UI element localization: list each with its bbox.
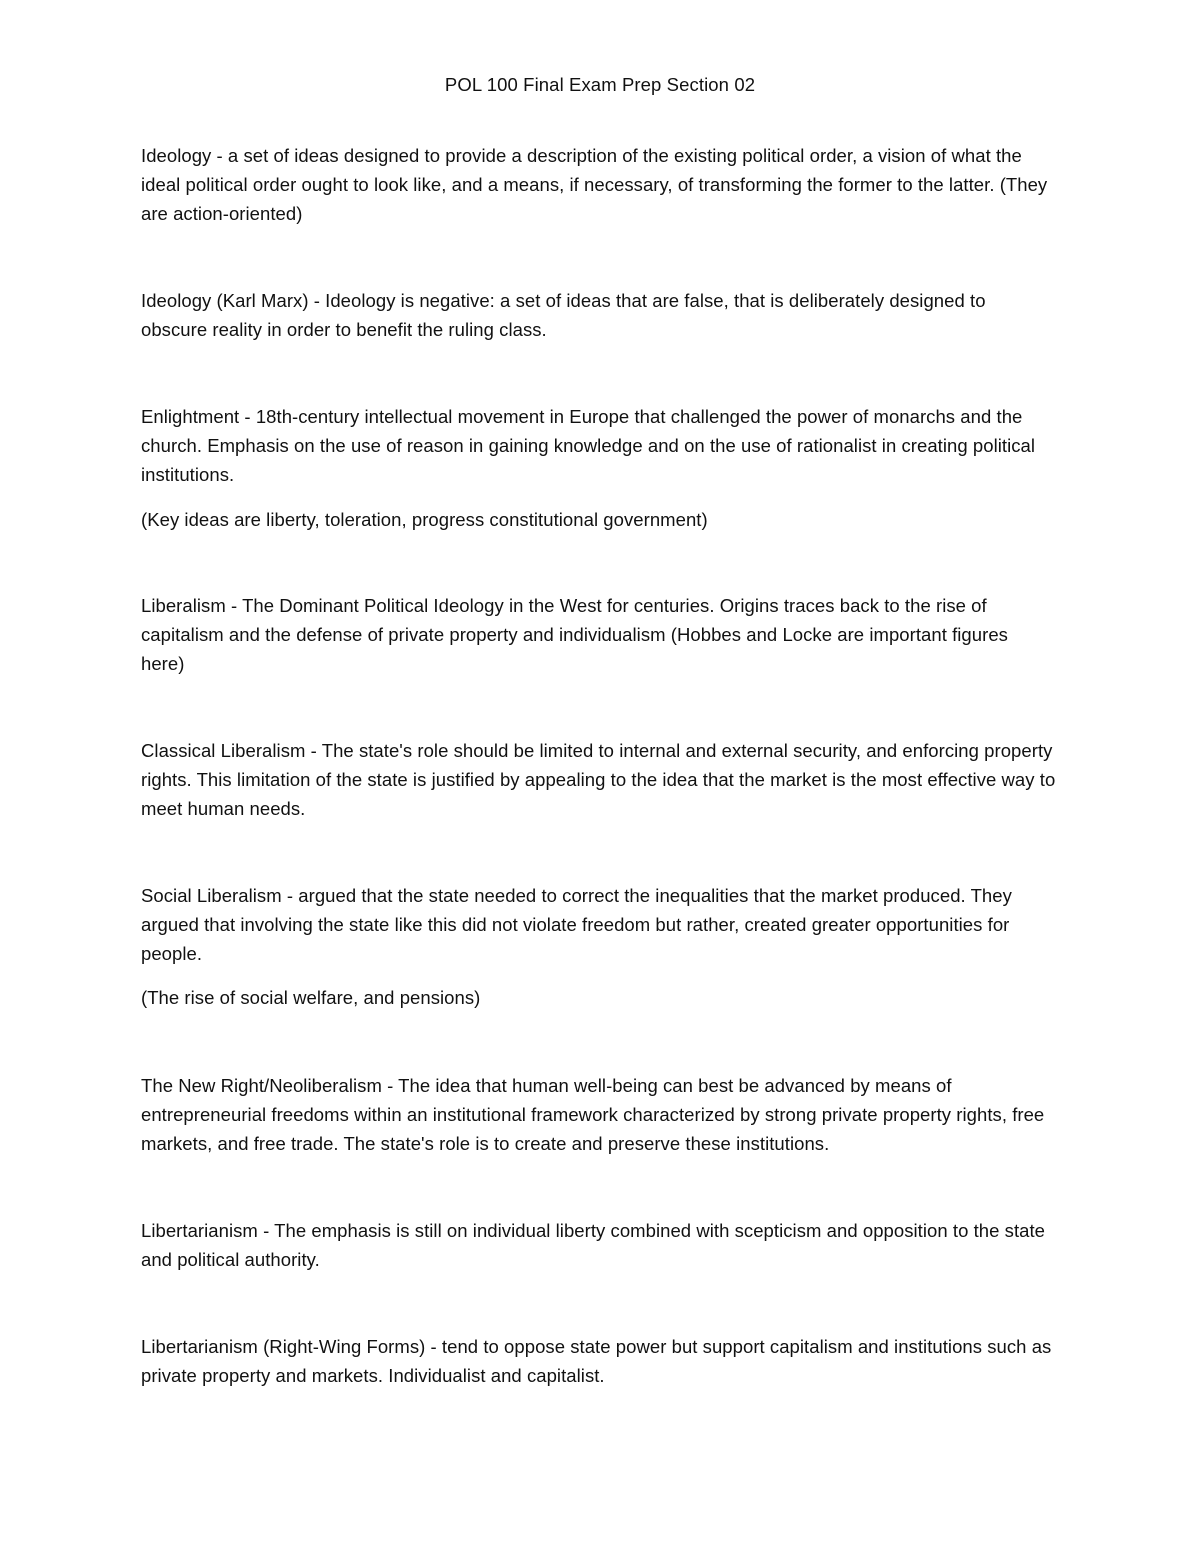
paragraph-enlightenment: Enlightment - 18th-century intellectual movement in Europe that challenged the power of monarchs and the church. Emphasis on the use of reason in gaining knowledge and on the use of rationalist in creating political institutions. bbox=[141, 406, 1036, 485]
paragraph-libertarianism-right-wing: Libertarianism (Right-Wing Forms) - tend to oppose state power but support capitalism and institutions such as private property and markets. Individualist and capitalist. bbox=[141, 1336, 1052, 1386]
document-title: POL 100 Final Exam Prep Section 02 bbox=[444, 74, 756, 95]
paragraph-ideology: Ideology - a set of ideas designed to provide a description of the existing political order, a vision of what the ideal political order ought to look like, and a means, if necessary, of transforming the former to the latter. (They are action-oriented) bbox=[141, 145, 1048, 224]
paragraph-new-right-neoliberalism: The New Right/Neoliberalism - The idea that human well-being can best be advanced by means of entrepreneurial freedoms within an institutional framework characterized by strong private property rights, free markets, and free trade. The state's role is to create and preserve these institutions. bbox=[141, 1075, 1045, 1154]
paragraph-liberalism: Liberalism - The Dominant Political Ideology in the West for centuries. Origins traces back to the rise of capitalism and the defense of private property and individualism (Hobbes and Locke are important figures here) bbox=[141, 595, 1008, 674]
paragraph-enlightenment-key-ideas: (Key ideas are liberty, toleration, progress constitutional government) bbox=[141, 509, 708, 530]
paragraph-classical-liberalism: Classical Liberalism - The state's role should be limited to internal and external security, and enforcing property rights. This limitation of the state is justified by appealing to the idea that the market is the most effective way to meet human needs. bbox=[141, 740, 1056, 819]
paragraph-social-welfare-note: (The rise of social welfare, and pensions) bbox=[141, 987, 481, 1008]
paragraph-libertarianism: Libertarianism - The emphasis is still on individual liberty combined with scepticism and opposition to the state and political authority. bbox=[141, 1220, 1046, 1270]
paragraph-social-liberalism: Social Liberalism - argued that the state needed to correct the inequalities that the market produced. They argued that involving the state like this did not violate freedom but rather, created greater opportunities for people. bbox=[141, 885, 1012, 964]
paragraph-ideology-marx: Ideology (Karl Marx) - Ideology is negative: a set of ideas that are false, that is deliberately designed to obscure reality in order to benefit the ruling class. bbox=[141, 290, 986, 340]
